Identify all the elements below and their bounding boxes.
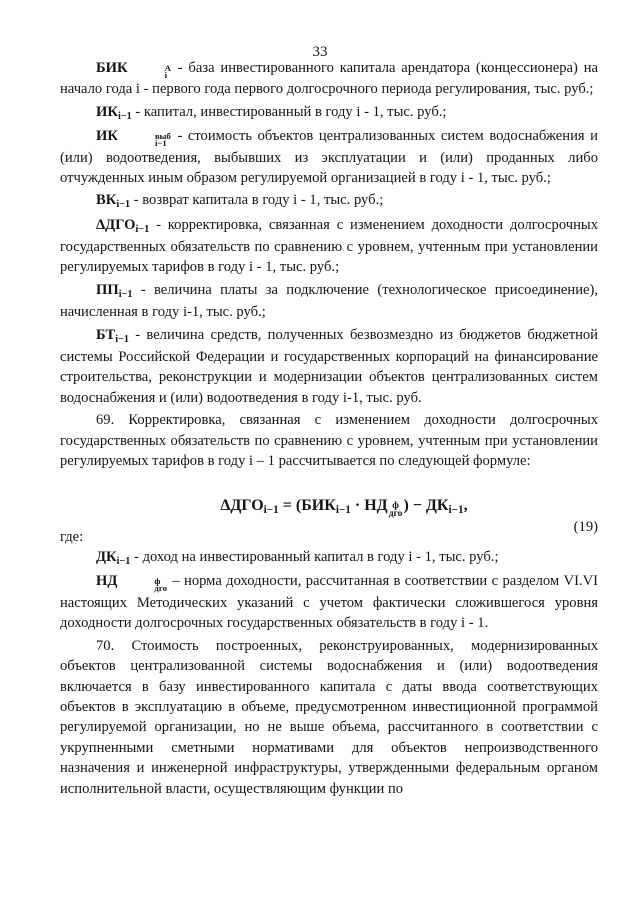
symbol: $ПП_{i-1}$ bbox=[96, 281, 133, 300]
paragraph-70: 70. Стоимость построенных, реконструированных, модернизированных объектов централизованной системы водоснабжения и (или) водоотведения включается в базу инвестированного капитала с даты ввода соответствующих объектов в эксплуатацию в объеме, предусмотренном инвестиционной программой регулируемой организации, но не выше объема, рассчитанного в соответствии с укрупненными сметными нормативами для объектов непроизводственного назначения и инженерной инфраструктуры, утвержденными федеральным органом исполнительной власти, осуществляющим функции по bbox=[60, 637, 598, 797]
definition-ik-vyb: ИК выб i−1 - стоимость объектов централизованных систем водоснабжения и (или) водоотведения, выбывших из эксплуатации и (или) проданных либо отчужденных иным образом регулируемой организацией в году i - 1, тыс. руб.; bbox=[60, 128, 598, 187]
definition-dgo: $\Delta ДГО_{i-1}$ - корректировка, связанная с изменением доходности долгосрочных государственных обязательств по сравнению с уровнем, учтенным при установлении регулируемых тарифов в году i - 1, тыс. руб.; bbox=[60, 216, 598, 276]
symbol: $БТ_{i-1}$ bbox=[96, 326, 129, 345]
definition-nd: НД ф дго – норма доходности, рассчитанная в соответствии с разделом VI.VI настоящих Методических указаний с учетом фактически сложившегося уровня доходности долгосрочных государственных обязательств в году i - 1. bbox=[60, 573, 598, 632]
page-number: 33 bbox=[312, 44, 328, 60]
symbol: $ДК_{i-1}$ bbox=[96, 549, 131, 568]
symbol: $\Delta ДГО_{i-1}$ bbox=[96, 216, 150, 235]
symbol: $ИК_{i-1}$ bbox=[96, 103, 132, 122]
formula-19: $\Delta ДГО_{i-1} = (БИК_{i-1}$ · НД ф дго ) − $ДК_{i-1}$, bbox=[220, 497, 468, 520]
symbol: $ВК_{i-1}$ bbox=[96, 192, 131, 211]
paragraph-69: 69. Корректировка, связанная с изменением доходности долгосрочных государственных обязательств по сравнению с уровнем, учтенным при установлении регулируемых тарифов в году i – 1 рассчитывается по следующей формуле: bbox=[60, 412, 598, 469]
definition-bik-a: БИК А i - база инвестированного капитала арендатора (концессионера) на начало года i - первого года первого долгосрочного периода регулирования, тыс. руб.; bbox=[60, 60, 598, 98]
definition-dk: $ДК_{i-1}$ - доход на инвестированный капитал в году i - 1, тыс. руб.; bbox=[96, 549, 499, 568]
formula-caption-row bbox=[60, 519, 598, 547]
definition-vk: $ВК_{i-1}$ - возврат капитала в году i - 1, тыс. руб.; bbox=[96, 192, 384, 211]
symbol: ИК выб i−1 bbox=[96, 128, 171, 149]
symbol: НД ф дго bbox=[96, 573, 167, 594]
where-label: где: bbox=[60, 529, 84, 546]
definition-bt: $БТ_{i-1}$ - величина средств, полученных безвозмездно из бюджетов бюджетной системы Российской Федерации и государственных корпораций на финансирование строительства, реконструкции и модернизации объектов централизованных систем водоснабжения и (или) водоотведения в году i-1, тыс. руб. bbox=[60, 326, 598, 406]
document-body bbox=[60, 58, 598, 801]
equation-number: (19) bbox=[573, 519, 598, 536]
definition-ik: $ИК_{i-1}$ - капитал, инвестированный в году i - 1, тыс. руб.; bbox=[96, 103, 447, 122]
definition-pp: $ПП_{i-1}$ - величина платы за подключение (технологическое присоединение), начисленная в году i-1, тыс. руб.; bbox=[60, 281, 598, 321]
symbol: БИК А i bbox=[96, 60, 171, 80]
